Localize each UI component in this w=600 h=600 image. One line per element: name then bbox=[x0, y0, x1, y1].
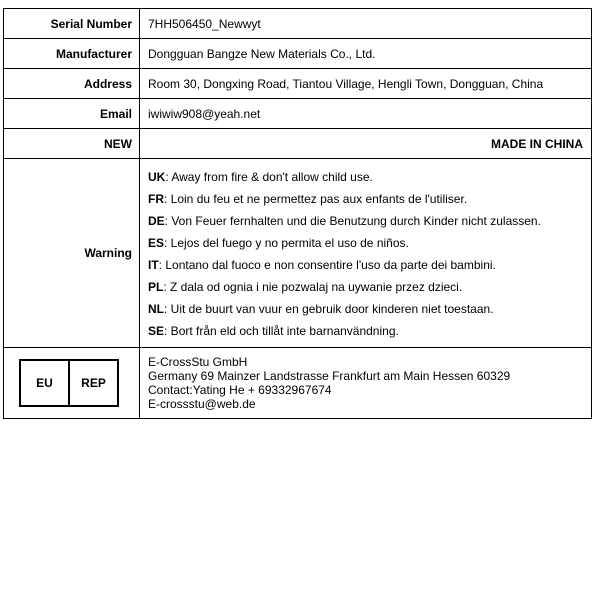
warning-line bbox=[148, 166, 591, 188]
eu-rep-company: E-CrossStu GmbH bbox=[148, 355, 248, 369]
warning-lang-code: PL bbox=[148, 280, 164, 294]
eu-badge-text: EU bbox=[36, 376, 53, 390]
warning-line bbox=[148, 320, 591, 342]
eu-rep-row bbox=[4, 348, 592, 419]
eu-rep-address: Germany 69 Mainzer Landstrasse Frankfurt am Main Hessen 60329 bbox=[148, 369, 511, 383]
warning-label: Warning bbox=[4, 159, 140, 348]
warning-text: : Von Feuer fernhalten und die Benutzung durch Kinder nicht zulassen. bbox=[164, 214, 541, 228]
eu-rep-badge bbox=[19, 359, 119, 407]
warning-text-cell bbox=[140, 159, 592, 348]
warning-text: : Bort från eld och tillåt inte barnanvändning. bbox=[164, 324, 399, 338]
warning-text: : Uit de buurt van vuur en gebruik door kinderen niet toestaan. bbox=[164, 302, 494, 316]
warning-row bbox=[4, 159, 592, 348]
serial-number-row bbox=[4, 9, 592, 39]
warning-text: : Lejos del fuego y no permita el uso de niños. bbox=[164, 236, 409, 250]
rep-badge-text: REP bbox=[68, 361, 117, 405]
warning-lang-code: IT bbox=[148, 258, 159, 272]
warning-lang-code: DE bbox=[148, 214, 165, 228]
warning-text: : Loin du feu et ne permettez pas aux enfants de l'utiliser. bbox=[164, 192, 468, 206]
warning-lang-code: NL bbox=[148, 302, 164, 316]
warning-text: : Lontano dal fuoco e non consentire l'uso da parte dei bambini. bbox=[158, 258, 496, 272]
eu-rep-details-cell bbox=[140, 348, 592, 419]
address-value: Room 30, Dongxing Road, Tiantou Village, Hengli Town, Dongguan, China bbox=[140, 69, 592, 99]
eu-rep-contact: Contact:Yating He + 69332967674 bbox=[148, 383, 332, 397]
manufacturer-label: Manufacturer bbox=[4, 39, 140, 69]
manufacturer-row bbox=[4, 39, 592, 69]
email-label: Email bbox=[4, 99, 140, 129]
serial-number-value: 7HH506450_Newwyt bbox=[140, 9, 592, 39]
email-value: iwiwiw908@yeah.net bbox=[140, 99, 592, 129]
warning-text: : Z dala od ognia i nie pozwalaj na uywanie przez dzieci. bbox=[163, 280, 463, 294]
address-row bbox=[4, 69, 592, 99]
serial-number-label: Serial Number bbox=[4, 9, 140, 39]
address-label: Address bbox=[4, 69, 140, 99]
manufacturer-value: Dongguan Bangze New Materials Co., Ltd. bbox=[140, 39, 592, 69]
warning-lang-code: SE bbox=[148, 324, 165, 338]
warning-line bbox=[148, 232, 591, 254]
new-label: NEW bbox=[4, 129, 140, 159]
eu-rep-email: E-crossstu@web.de bbox=[148, 397, 256, 411]
warning-line bbox=[148, 188, 591, 210]
warning-lang-code: ES bbox=[148, 236, 165, 250]
warning-line bbox=[148, 254, 591, 276]
eu-rep-details bbox=[148, 355, 591, 411]
warning-lines bbox=[148, 164, 591, 342]
warning-lang-code: FR bbox=[148, 192, 164, 206]
warning-text: : Away from fire & don't allow child use. bbox=[165, 170, 373, 184]
eu-rep-badge-cell bbox=[4, 348, 140, 419]
product-label-table bbox=[3, 8, 592, 419]
warning-line bbox=[148, 210, 591, 232]
warning-lang-code: UK bbox=[148, 170, 166, 184]
made-in-china-label: MADE IN CHINA bbox=[140, 129, 592, 159]
warning-line bbox=[148, 276, 591, 298]
warning-line bbox=[148, 298, 591, 320]
email-row bbox=[4, 99, 592, 129]
new-row bbox=[4, 129, 592, 159]
